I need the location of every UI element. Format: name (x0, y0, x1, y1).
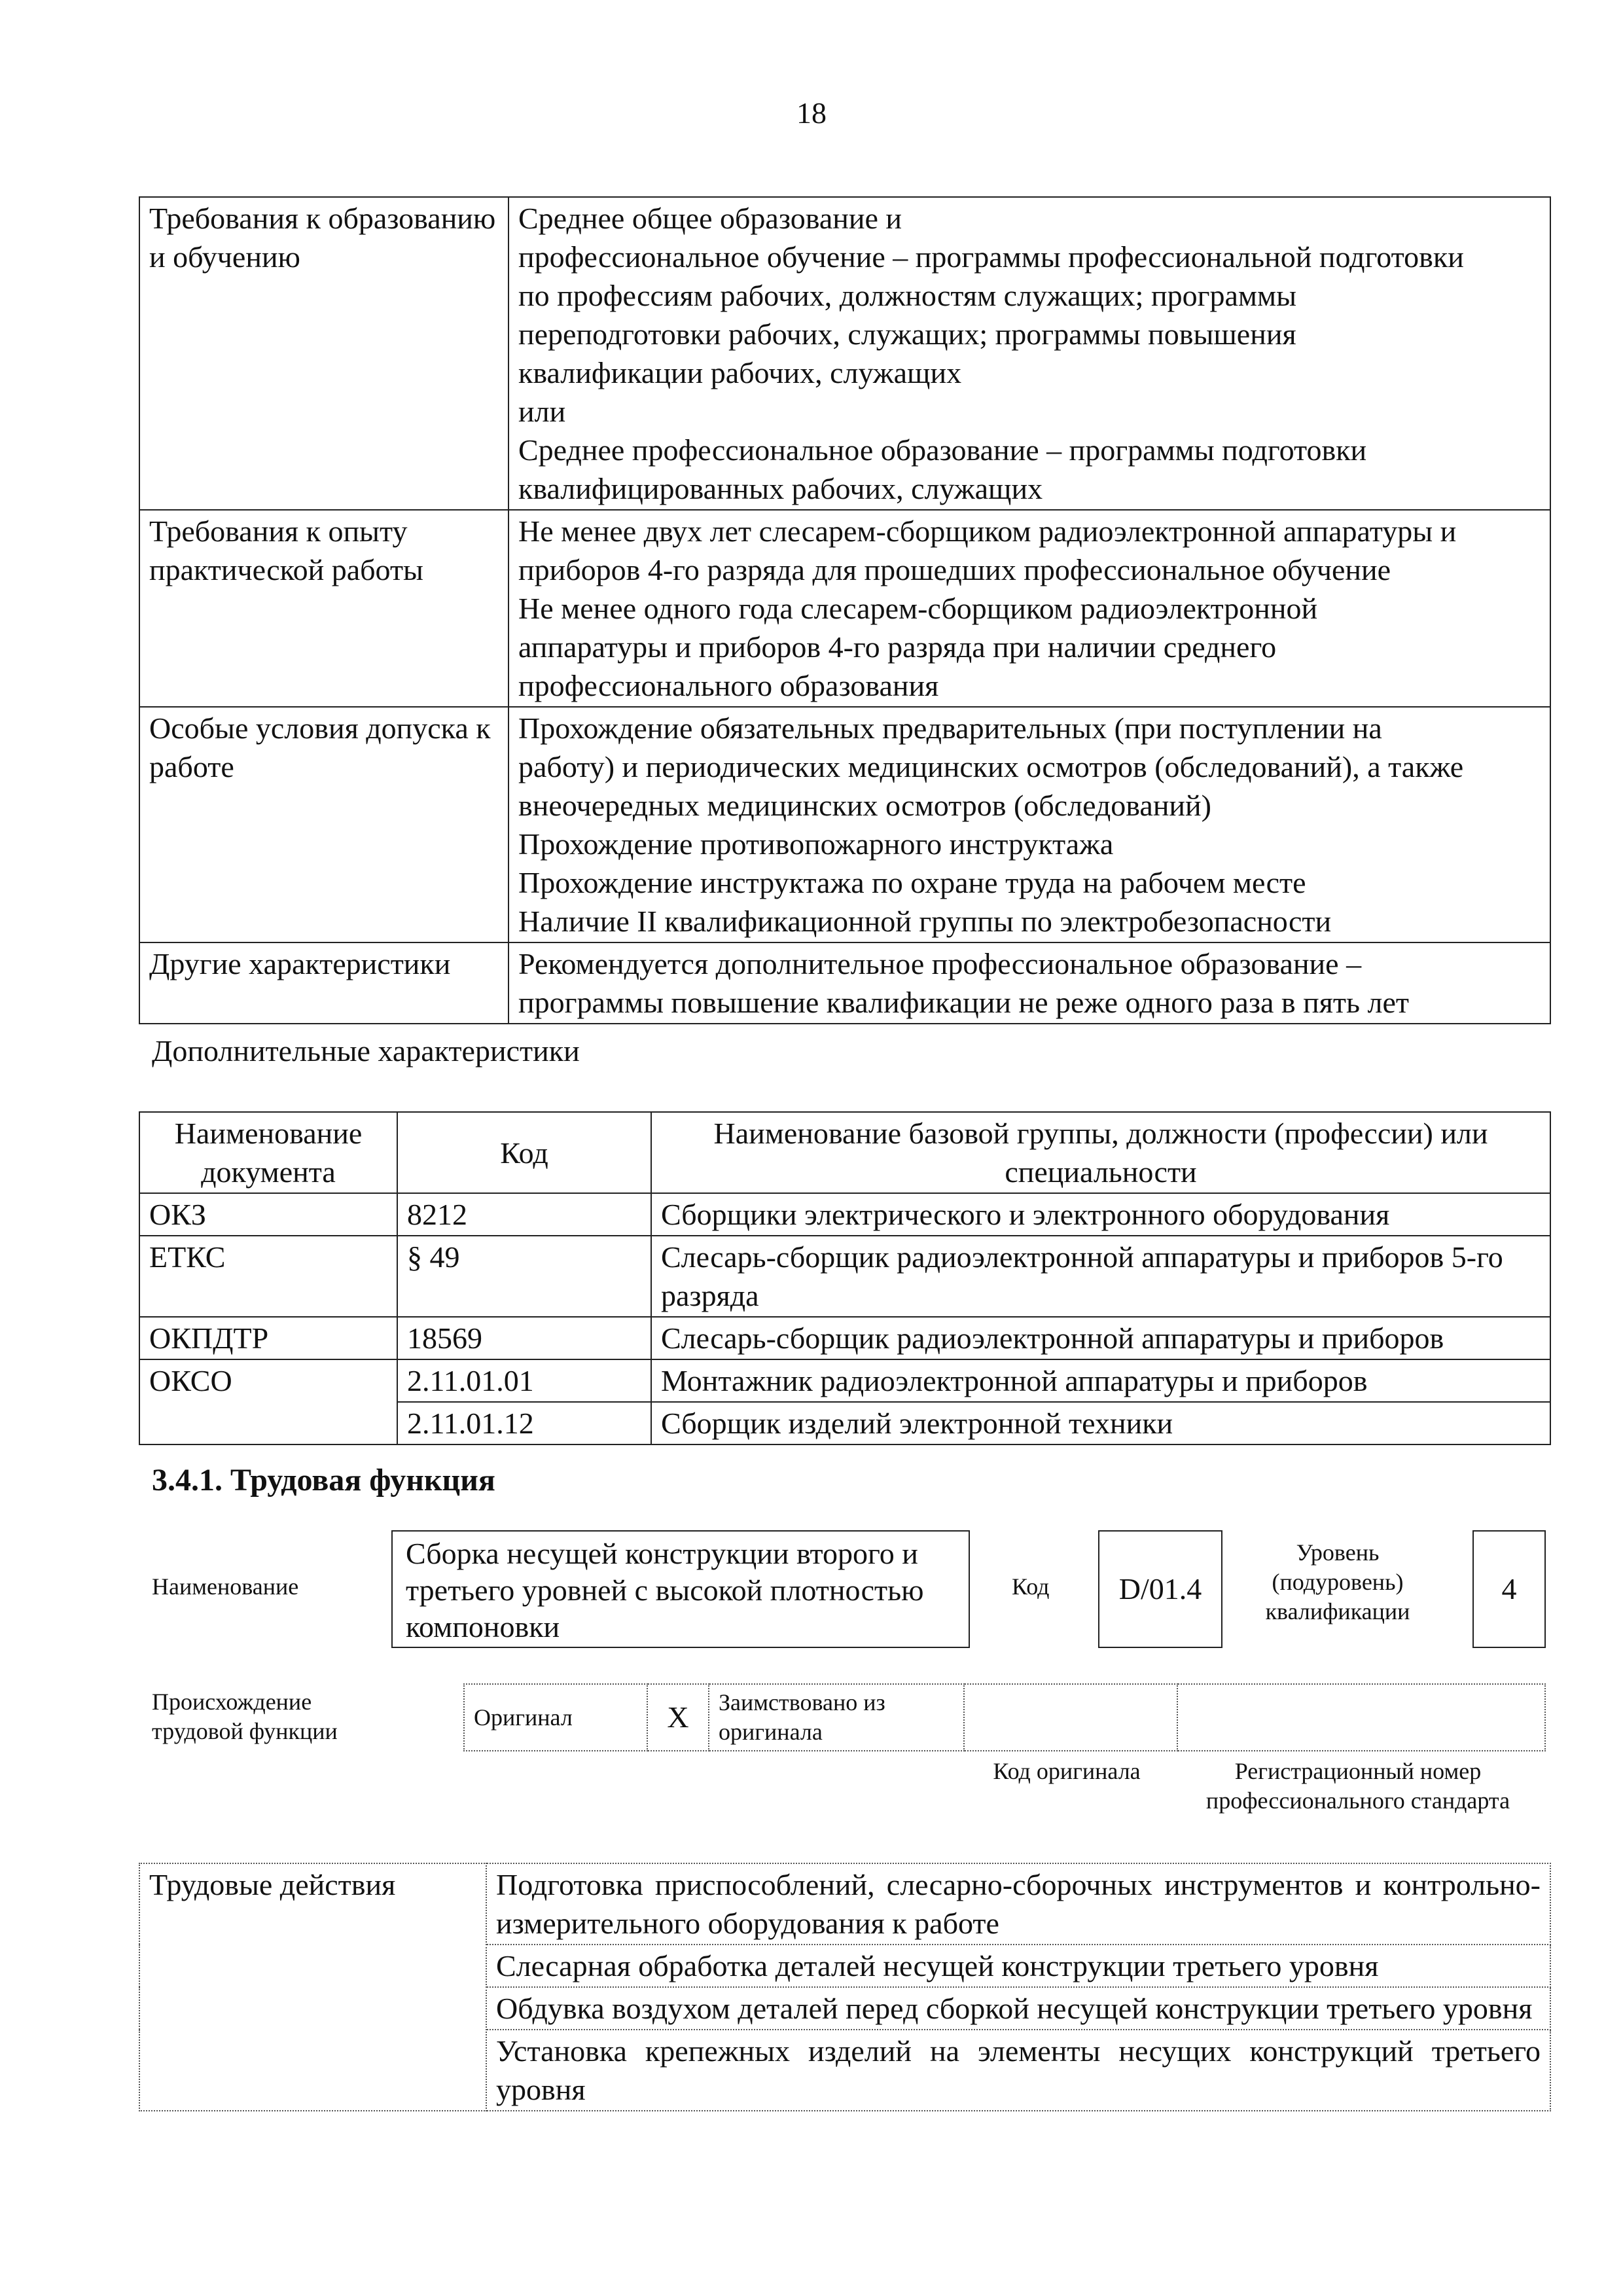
original-code-cell (964, 1684, 1177, 1751)
row-value (508, 942, 1550, 1024)
text-line: работу) и периодических медицинских осмотров (обследований), а также (518, 750, 1464, 783)
text-line: профессионального образования (518, 669, 939, 702)
table-row (139, 1863, 1550, 1945)
text-line: Рекомендуется дополнительное профессиональное образование – (518, 947, 1362, 980)
code-cell: 18569 (397, 1317, 651, 1359)
borrowed-label: Заимствовано из оригинала (709, 1684, 964, 1751)
text-line: Среднее профессиональное образование – программы подготовки (518, 433, 1367, 467)
page-number: 18 (796, 96, 827, 130)
text-line: Не менее двух лет слесарем-сборщиком радиоэлектронной аппаратуры и (518, 514, 1457, 548)
table-row (139, 1317, 1550, 1359)
table-row (139, 707, 1550, 942)
action-item: Обдувка воздухом деталей перед сборкой несущей конструкции третьего уровня (486, 1987, 1550, 2030)
original-label: Оригинал (464, 1684, 647, 1751)
text-line: переподготовки рабочих, служащих; программы повышения (518, 317, 1296, 351)
text-line: квалифицированных рабочих, служащих (518, 472, 1043, 505)
table-row (139, 197, 1550, 510)
function-heading: 3.4.1. Трудовая функция (152, 1463, 495, 1498)
actions-table (139, 1863, 1551, 2111)
level-label: Уровень (подуровень) квалификации (1265, 1539, 1410, 1624)
row-label: Особые условия допуска к работе (139, 707, 508, 942)
text-line: аппаратуры и приборов 4-го разряда при наличии среднего (518, 630, 1277, 664)
column-header: Наименование документа (139, 1112, 397, 1193)
row-value (508, 707, 1550, 942)
code-cell: 2.11.01.01 (397, 1359, 651, 1402)
row-label: Другие характеристики (139, 942, 508, 1024)
row-label: Требования к образованию и обучению (139, 197, 508, 510)
text-line: внеочередных медицинских осмотров (обследований) (518, 789, 1211, 822)
doc-cell: ОКПДТР (139, 1317, 397, 1359)
origin-table (463, 1683, 1546, 1751)
function-name-box: Сборка несущей конструкции второго и третьего уровней с высокой плотностью компоновки (391, 1530, 970, 1648)
name-cell: Сборщик изделий электронной техники (651, 1402, 1550, 1444)
row-value (508, 197, 1550, 510)
level-value: 4 (1501, 1572, 1517, 1605)
origin-label: Происхождение трудовой функции (152, 1689, 338, 1744)
row-label: Требования к опыту практической работы (139, 510, 508, 707)
text-line: Прохождение обязательных предварительных (при поступлении на (518, 711, 1382, 745)
text-line: Прохождение инструктажа по охране труда на рабочем месте (518, 866, 1306, 899)
name-cell: Слесарь-сборщик радиоэлектронной аппаратуры и приборов (651, 1317, 1550, 1359)
column-header: Наименование базовой группы, должности (профессии) или специальности (651, 1112, 1550, 1193)
table-row (464, 1684, 1545, 1751)
table-header-row (139, 1112, 1550, 1193)
name-cell: Слесарь-сборщик радиоэлектронной аппаратуры и приборов 5-го разряда (651, 1236, 1550, 1317)
table-row (139, 1359, 1550, 1402)
text-line: квалификации рабочих, служащих (518, 356, 962, 389)
codes-table (139, 1111, 1551, 1445)
name-cell: Сборщики электрического и электронного оборудования (651, 1193, 1550, 1236)
table-row (139, 1193, 1550, 1236)
text-line: по профессиям рабочих, должностям служащих; программы (518, 279, 1296, 312)
code-label: Код (1012, 1573, 1050, 1600)
row-value (508, 510, 1550, 707)
text-line: профессиональное обучение – программы профессиональной подготовки (518, 240, 1464, 274)
name-cell: Монтажник радиоэлектронной аппаратуры и приборов (651, 1359, 1550, 1402)
text-line: Среднее общее образование и (518, 202, 902, 235)
code-cell: § 49 (397, 1236, 651, 1317)
section-title: Дополнительные характеристики (152, 1034, 580, 1067)
actions-label: Трудовые действия (139, 1863, 486, 2111)
text-line: Прохождение противопожарного инструктажа (518, 827, 1114, 861)
action-item: Слесарная обработка деталей несущей конструкции третьего уровня (486, 1945, 1550, 1987)
doc-cell: ОКЗ (139, 1193, 397, 1236)
action-item: Подготовка приспособлений, слесарно-сборочных инструментов и контрольно-измерительного оборудования к работе (486, 1863, 1550, 1945)
text-line: Не менее одного года слесарем-сборщиком радиоэлектронной (518, 592, 1318, 625)
table-row (139, 1402, 1550, 1444)
table-row (139, 942, 1550, 1024)
doc-cell: ОКСО (139, 1359, 397, 1402)
level-box (1472, 1530, 1546, 1648)
registration-number-caption: Регистрационный номер профессионального стандарта (1205, 1758, 1510, 1814)
original-code-caption: Код оригинала (993, 1758, 1141, 1784)
text-line: программы повышение квалификации не реже одного раза в пять лет (518, 986, 1409, 1019)
doc-cell (139, 1402, 397, 1444)
doc-cell: ЕТКС (139, 1236, 397, 1317)
column-header: Код (397, 1112, 651, 1193)
code-cell: 2.11.01.12 (397, 1402, 651, 1444)
requirements-table (139, 196, 1551, 1024)
name-label: Наименование (152, 1573, 299, 1600)
function-code-value: D/01.4 (1118, 1572, 1202, 1605)
function-code-box (1098, 1530, 1222, 1648)
table-row (139, 1236, 1550, 1317)
registration-number-cell (1177, 1684, 1545, 1751)
table-row (139, 510, 1550, 707)
action-item: Установка крепежных изделий на элементы несущих конструкций третьего уровня (486, 2030, 1550, 2111)
code-cell: 8212 (397, 1193, 651, 1236)
text-line: приборов 4-го разряда для прошедших профессиональное обучение (518, 553, 1391, 586)
original-mark: X (647, 1684, 709, 1751)
text-line: или (518, 395, 566, 428)
text-line: Наличие II квалификационной группы по электробезопасности (518, 905, 1332, 938)
